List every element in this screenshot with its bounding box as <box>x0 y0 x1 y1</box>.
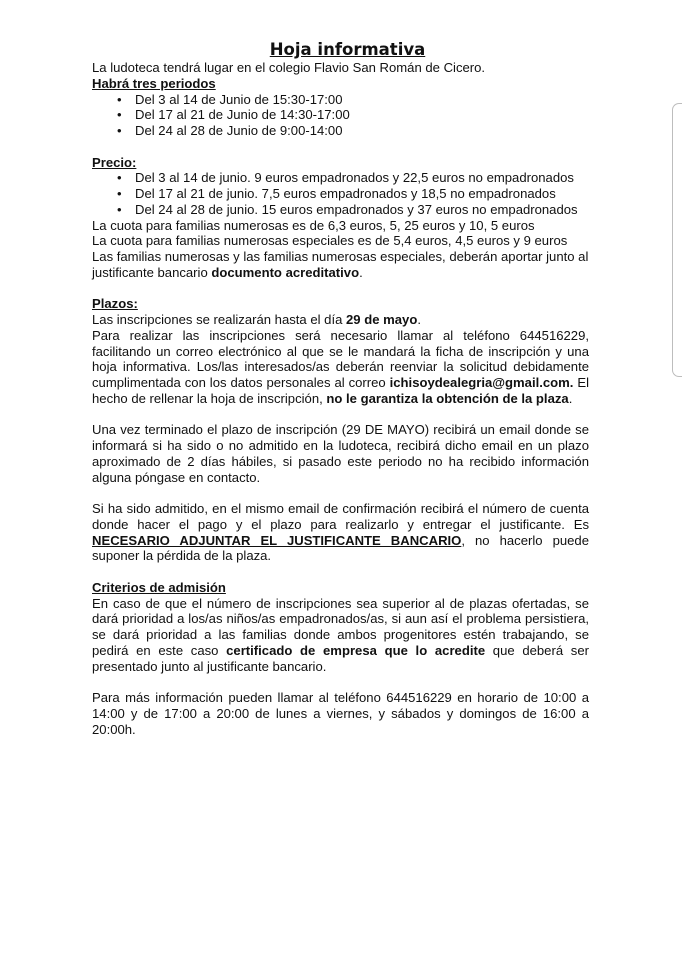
bullet-icon: • <box>117 201 122 217</box>
page-curl-edge <box>672 103 682 377</box>
period-text: Del 3 al 14 de Junio de 15:30-17:00 <box>135 91 343 107</box>
price-text: Del 3 al 14 de junio. 9 euros empadronados y 22,5 euros no empadronados <box>135 170 574 186</box>
price-item <box>92 170 589 186</box>
periods-heading: Habrá tres periodos <box>92 75 216 91</box>
bullet-icon: • <box>117 91 122 107</box>
period-item <box>92 123 589 139</box>
no-guarantee-note: no le garantiza la obtención de la plaza <box>326 390 569 406</box>
admission-paragraph: En caso de que el número de inscripciones sea superior al de plazas ofertadas, se dará prioridad a los/as niños/as empadronados/as, si aun así el problema persistiera, se dará prioridad a las familias donde ambos progenitores estén trabajando, se pedirá en este caso certificado de empresa que lo acredite que deberá ser presentado junto al justificante bancario. <box>92 595 589 674</box>
payment-paragraph: Si ha sido admitido, en el mismo email de confirmación recibirá el número de cuenta donde hacer el pago y el plazo para realizarlo y entregar el justificante. Es NECESARIO ADJUNTAR EL JUSTIFICANTE BANCARIO, no hacerlo puede suponer la pérdida de la plaza. <box>92 501 589 564</box>
confirmation-paragraph: Una vez terminado el plazo de inscripción (29 DE MAYO) recibirá un email donde se informará si ha sido o no admitido en la ludoteca, recibirá dicho email en un plazo aproximado de 2 días hábiles, si pasado este periodo no ha recibido información alguna póngase en contacto. <box>92 422 589 485</box>
document-page <box>92 40 589 737</box>
period-text: Del 24 al 28 de Junio de 9:00-14:00 <box>135 123 343 138</box>
admission-heading: Criterios de admisión <box>92 579 226 595</box>
price-item <box>92 202 589 218</box>
special-large-families-fee: La cuota para familias numerosas especiales es de 5,4 euros, 4,5 euros y 9 euros <box>92 233 568 249</box>
document-title: Hoja informativa <box>269 40 426 59</box>
bullet-icon: • <box>117 186 122 201</box>
price-text: Del 17 al 21 de junio. 7,5 euros empadronados y 18,5 no empadronados <box>135 186 556 201</box>
bank-receipt-required: NECESARIO ADJUNTAR EL JUSTIFICANTE BANCARIO <box>92 532 462 548</box>
company-certificate: certificado de empresa que lo acredite <box>226 642 486 658</box>
large-families-fee: La cuota para familias numerosas es de 6,3 euros, 5, 25 euros y 10, 5 euros <box>92 217 535 233</box>
deadline-line: Las inscripciones se realizarán hasta el día 29 de mayo. <box>92 312 421 327</box>
price-text: Del 24 al 28 de junio. 15 euros empadronados y 37 euros no empadronados <box>135 201 578 217</box>
periods-list <box>92 92 589 139</box>
period-item <box>92 107 589 123</box>
contact-email: ichisoydealegria@gmail.com. <box>389 375 574 390</box>
intro-text: La ludoteca tendrá lugar en el colegio Flavio San Román de Cicero. <box>92 60 486 75</box>
contact-paragraph: Para más información pueden llamar al teléfono 644516229 en horario de 10:00 a 14:00 y de 17:00 a 20:00 de lunes a viernes, y sábados y domingos de 16:00 a 20:00h. <box>92 690 589 737</box>
price-heading: Precio: <box>92 154 137 170</box>
bullet-icon: • <box>117 107 122 123</box>
period-item <box>92 92 589 108</box>
price-list <box>92 170 589 217</box>
documents-required: documento acreditativo <box>211 264 360 280</box>
documents-note: Las familias numerosas y las familias numerosas especiales, deberán aportar junto al justificante bancario documento acreditativo. <box>92 249 589 280</box>
registration-paragraph: Para realizar las inscripciones será necesario llamar al teléfono 644516229, facilitando un correo electrónico al que se le mandará la ficha de inscripción y una hoja informativa. Los/las interesados/as deberán reenviar la solicitud debidamente cumplimentada con los datos personales al correo ichisoydealegria@gmail.com. El hecho de rellenar la hoja de inscripción, no le garantiza la obtención de la plaza. <box>92 327 590 406</box>
price-item <box>92 186 589 202</box>
bullet-icon: • <box>117 170 122 186</box>
bullet-icon: • <box>117 123 122 138</box>
period-text: Del 17 al 21 de Junio de 14:30-17:00 <box>135 107 350 123</box>
deadlines-heading: Plazos: <box>92 296 138 312</box>
deadline-date: 29 de mayo <box>346 312 418 327</box>
